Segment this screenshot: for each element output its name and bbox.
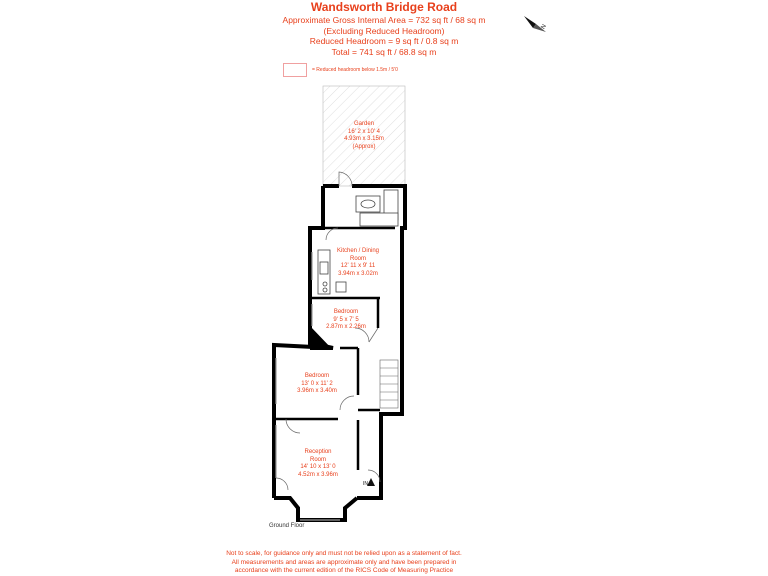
entrance-arrow-icon (367, 478, 375, 486)
disclaimer-line-2: All measurements and areas are approximate only and have been prepared in (231, 558, 457, 566)
bathroom-fixtures (356, 190, 398, 226)
disclaimer-line-3: accordance with the current edition of the RICS Code of Measuring Practice (234, 567, 454, 574)
north-label: N (540, 23, 548, 31)
excluding-line: (Excluding Reduced Headroom) (323, 25, 445, 36)
stairs (380, 360, 398, 408)
disclaimer (0, 550, 688, 576)
plan-title: Wandsworth Bridge Road (310, 0, 458, 14)
outer-walls (274, 186, 405, 520)
room-label-bedroom-large: Bedroom 13' 0 x 11' 2 3.96m x 3.40m (297, 373, 337, 394)
reduced-headroom-line: Reduced Headroom = 9 sq ft / 0.8 sq m (309, 36, 459, 46)
room-label-bedroom-small: Bedroom 9' 5 x 7' 5 2.87m x 2.26m (326, 309, 366, 330)
room-label-reception: Reception Room 14' 10 x 13' 0 4.52m x 3.96m (298, 449, 338, 478)
room-label-garden: Garden 16' 2 x 10' 4 4.93m x 3.15m (Approx) (344, 121, 384, 150)
disclaimer-line-1: Not to scale, for guidance only and must not be relied upon as a statement of fact. (226, 550, 462, 557)
gross-area-line: Approximate Gross Internal Area = 732 sq ft / 68 sq m (282, 15, 486, 25)
total-area-line: Total = 741 sq ft / 68.8 sq m (331, 46, 437, 57)
entrance-label: IN (363, 481, 368, 487)
floor-label: Ground Floor (269, 523, 305, 529)
reduced-headroom-legend-text: = Reduced headroom below 1.5m / 5'0 (312, 67, 398, 73)
room-label-kitchen-dining: Kitchen / Dining Room 12' 11 x 9' 11 3.94m x 3.02m (336, 248, 380, 277)
